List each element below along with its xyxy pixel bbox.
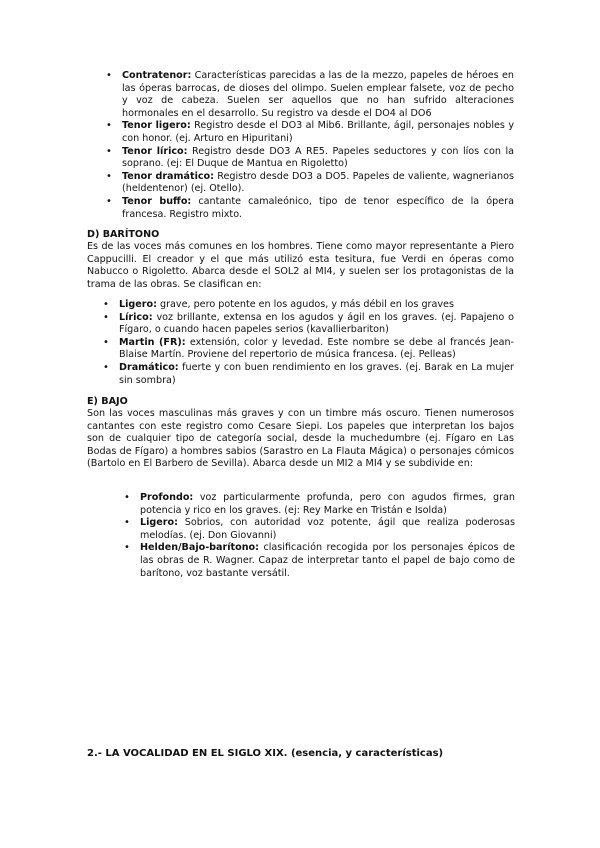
baritono-heading: D) BARÍTONO [87,229,160,240]
list-item [106,120,514,145]
tenor-list [106,70,514,221]
list-item [124,542,515,580]
item-term: Ligero: [119,299,157,310]
list-item [103,336,514,362]
item-term: Contratenor: [122,70,192,81]
item-text: cantante camaleónico, tipo de tenor específico de la ópera francesa. Registro mixto. [122,195,514,220]
item-term: Ligero: [140,517,178,529]
item-term: Helden/Bajo-barítono: [140,542,259,554]
list-item [124,517,515,542]
list-item [103,311,514,337]
baritono-list [103,299,514,387]
bullet-icon: • [103,361,109,373]
item-text: voz brillante, extensa en los agudos y ágil en los graves. (ej. Papajeno o Fígaro, o cuando hacen papeles serios (kavallierbariton) [119,311,514,336]
bajo-list [124,492,515,580]
item-term: Dramático: [119,361,179,373]
item-text: Registro desde el DO3 al Mib6. Brillante, ágil, personajes nobles y con honor. (ej. Arturo en Hipuritani) [122,120,514,144]
item-text: Registro desde DO3 A RE5. Papeles seductores y con líos con la soprano. (ej: El Duque de Mantua en Rigoletto) [122,145,514,170]
item-term: Profondo: [140,492,194,503]
item-term: Martin (FR): [119,336,186,348]
item-text: fuerte y con buen rendimiento en los graves. (ej. Barak en La mujer sin sombra) [119,361,514,386]
baritono-intro: Es de las voces más comunes en los hombres. Tiene como mayor representante a Piero Cappucilli. El creador y el que más utilizó esta tesitura, fue Verdi en óperas como Nabucco o Rigoletto. Abarca desde el SOL2 al MI4, y suelen ser los protagonistas de la trama de las obras. Se clasifican en: [87,241,514,290]
item-text: Registro desde DO3 a DO5. Papeles de valiente, wagnerianos (heldentenor) (ej. Otello). [122,170,514,195]
item-term: Tenor ligero: [122,120,191,132]
section-title: 2.- LA VOCALIDAD EN EL SIGLO XIX. (esencia, y características) [87,748,444,759]
bullet-icon: • [103,299,109,310]
item-term: Tenor lírico: [122,145,188,157]
bullet-icon: • [106,170,112,182]
item-text: grave, pero potente en los agudos, y más débil en los graves [160,299,454,310]
item-text: Sobrios, con autoridad voz potente, ágil que realiza poderosas melodías. (ej. Don Giovanni) [140,517,515,541]
bullet-icon: • [124,492,130,503]
bullet-icon: • [106,195,112,207]
bullet-icon: • [103,336,109,348]
list-item [103,299,514,312]
item-text: clasificación recogida por los personajes épicos de las obras de R. Wagner. Capaz de interpretar tanto el papel de bajo como de barítono, voz bastante versátil. [140,542,515,579]
bajo-heading: E) BAJO [87,396,128,407]
list-item [106,145,514,171]
list-item [124,492,515,517]
bullet-icon: • [106,145,112,157]
item-term: Tenor buffo: [122,195,192,207]
bullet-icon: • [106,70,112,81]
item-text: extensión, color y levedad. Este nombre se debe al francés Jean-Blaise Martín. Proviene del repertorio de música francesa. (ej. Pelleas) [119,336,514,361]
item-text: voz particularmente profunda, pero con agudos firmes, gran potencia y rico en los graves. (ej: Rey Marke en Tristán e Isolda) [140,492,515,516]
bullet-icon: • [106,120,112,132]
bullet-icon: • [124,517,130,529]
bajo-intro: Son las voces masculinas más graves y con un timbre más oscuro. Tienen numerosos cantantes con este registro como Cesare Siepi. Los papeles que interpretan los bajos son de cualquier tipo de categoría social, desde la muchedumbre (ej. Fígaro en Las Bodas de Fígaro) a hombres sabios (Sarastro en La Flauta Mágica) o personajes cómicos (Bartolo en El Barbero de Sevilla). Abarca desde un MI2 a MI4 y se subdivide en: [87,408,514,470]
list-item [106,195,514,221]
bullet-icon: • [124,542,130,554]
item-text: Características parecidas a las de la mezzo, papeles de héroes en las óperas barrocas, de dioses del olimpo. Suelen emplear falsete, voz de pecho y voz de cabeza. Suelen ser aquellos que no han sufrido alteraciones hormonales en el desarrollo. Su registro va desde el DO4 al DO6 [122,70,514,119]
list-item [106,170,514,196]
list-item [103,361,514,387]
list-item [106,70,514,120]
item-term: Lírico: [119,311,153,323]
bullet-icon: • [103,311,109,323]
item-term: Tenor dramático: [122,170,214,182]
